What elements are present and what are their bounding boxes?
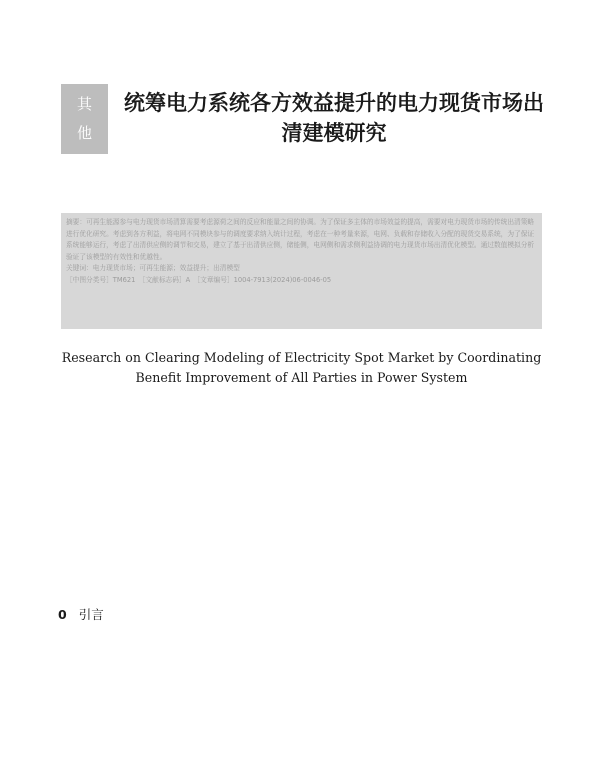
keywords-text: 电力现货市场；可再生能源；效益提升；出清模型 — [92, 264, 240, 272]
abstract-text: 可再生能源参与电力现货市场清算需要考虑源荷之间的反应和能量之间的协调。为了保证多主体的市场效益的提高，需要对电力现货市场的传统出清策略进行优化研究。考虑到各方利益，将电网不同模块参与的调度要求纳入统计过程，考虑在一种考量来源，电网、负载和存储收入分配的现货交易系统，为了保证系统能够运行，考虑了出清供应侧的调节和交易，建立了基于出清供应侧，储能侧，电网侧和需求侧利益协调的电力现货市场出清优化模型。通过数值模拟分析验证了该模型的有效性和优越性。 — [66, 218, 535, 261]
section-category-tab — [61, 84, 108, 154]
abstract-paragraph — [66, 217, 537, 263]
abstract-box — [61, 213, 542, 329]
section-char-1: 其 — [76, 95, 92, 113]
abstract-label: 摘要： — [66, 218, 87, 226]
article-title-chinese: 统筹电力系统各方效益提升的电力现货市场出清建模研究 — [124, 91, 544, 145]
section-number: 0 — [58, 607, 67, 622]
classification-line: ［中图分类号］TM621 ［文献标志码］A ［文章编号］1004-7913(2024)06-0046-05 — [66, 275, 332, 284]
section-title: 引言 — [78, 607, 104, 622]
keywords-label: 关键词： — [66, 264, 93, 272]
keywords-line — [66, 263, 537, 275]
intro-section-heading — [58, 605, 104, 623]
article-title-english: Research on Clearing Modeling of Electricity Spot Market by Coordinating Benefit Improvement of All Parties in Power System — [61, 350, 542, 385]
section-char-2: 他 — [76, 124, 92, 142]
